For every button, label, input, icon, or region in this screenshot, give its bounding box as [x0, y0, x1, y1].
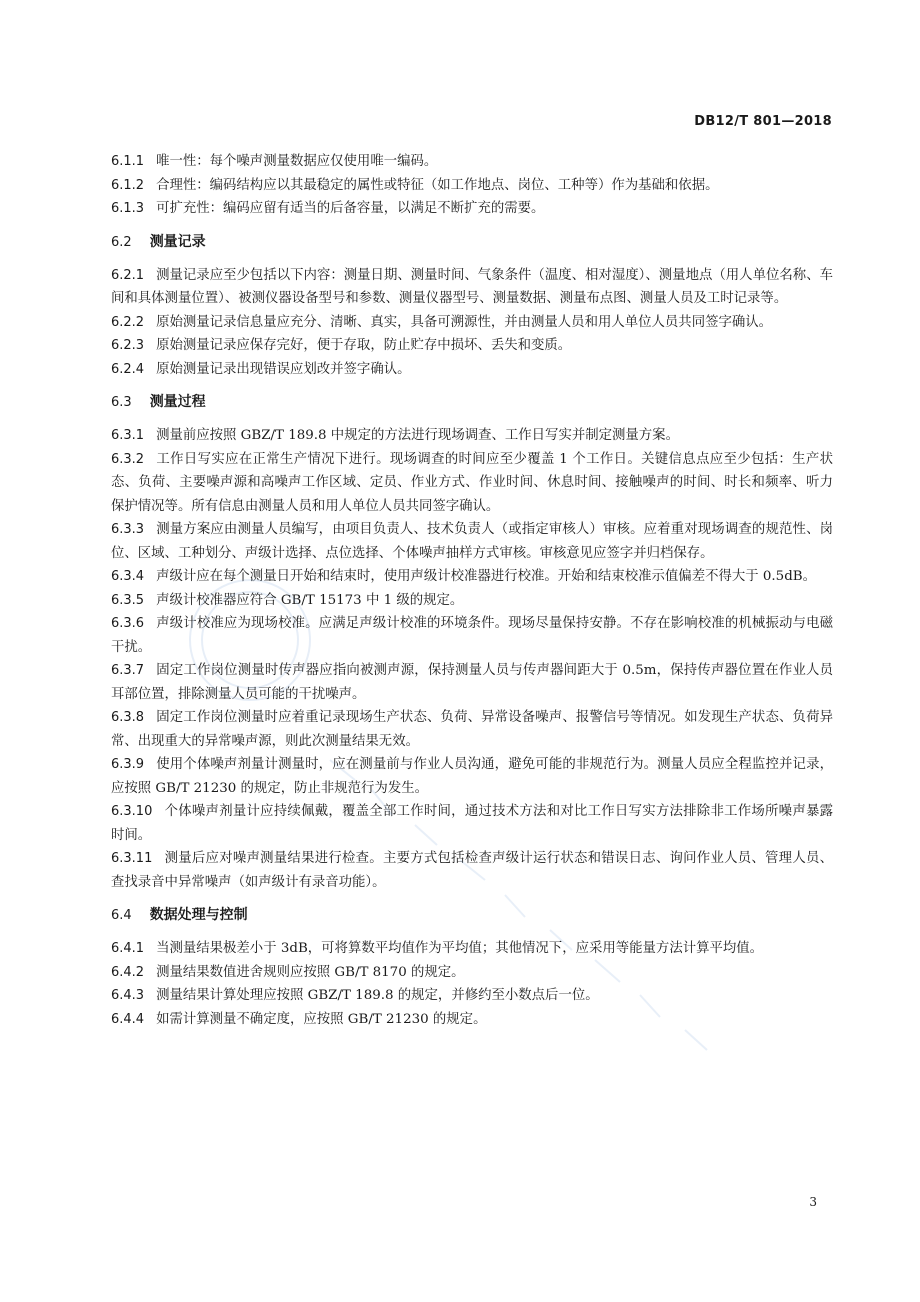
clause-number: 6.3.2	[111, 451, 145, 467]
clause-number: 6.2	[111, 234, 132, 250]
clause-paragraph	[111, 589, 833, 613]
clause-text: 测量后应对噪声测量结果进行检查。主要方式包括检查声级计运行状态和错误日志、询问作业人员、管理人员、查找录音中异常噪声（如声级计有录音功能）。	[111, 851, 833, 890]
clause-paragraph	[111, 518, 833, 565]
clause-number: 6.3.8	[111, 710, 145, 725]
clause-paragraph	[111, 753, 833, 800]
clause-text: 声级计校准器应符合 GB/T 15173 中 1 级的规定。	[156, 592, 464, 608]
heading-text: 测量记录	[149, 233, 206, 250]
clause-text: 测量结果数值进舍规则应按照 GB/T 8170 的规定。	[156, 964, 465, 980]
clause-paragraph	[111, 565, 833, 589]
clause-number: 6.4.3	[111, 988, 145, 1003]
clause-number: 6.3.1	[111, 428, 145, 443]
clause-text: 唯一性：每个噪声测量数据应仅使用唯一编码。	[156, 154, 438, 169]
clause-text: 测量结果计算处理应按照 GBZ/T 189.8 的规定，并修约至小数点后一位。	[156, 988, 599, 1003]
clause-number: 6.1.3	[111, 201, 145, 216]
clause-paragraph	[111, 984, 833, 1008]
clause-text: 原始测量记录应保存完好，便于存取，防止贮存中损坏、丢失和变质。	[156, 338, 572, 353]
clause-text: 当测量结果极差小于 3dB，可将算数平均值作为平均值；其他情况下，应采用等能量方法计算平均值。	[156, 941, 764, 956]
clause-number: 6.4.1	[111, 941, 145, 956]
clause-text: 可扩充性：编码应留有适当的后备容量，以满足不断扩充的需要。	[156, 201, 545, 216]
clause-text: 个体噪声剂量计应持续佩戴，覆盖全部工作时间，通过技术方法和对比工作日写实方法排除非工作场所噪声暴露时间。	[111, 804, 833, 843]
clause-paragraph	[111, 706, 833, 753]
heading-text: 数据处理与控制	[149, 907, 248, 923]
clause-number: 6.4	[111, 908, 132, 923]
clause-paragraph	[111, 659, 833, 706]
clause-number: 6.3.11	[111, 851, 153, 866]
clause-number: 6.3.3	[111, 522, 145, 537]
clause-paragraph	[111, 424, 833, 448]
clause-number: 6.2.4	[111, 361, 145, 377]
clause-text: 合理性：编码结构应以其最稳定的属性或特征（如工作地点、岗位、工种等）作为基础和依据。	[156, 177, 719, 193]
clause-paragraph	[111, 334, 833, 358]
clause-number: 6.1.2	[111, 177, 145, 193]
clause-number: 6.4.2	[111, 964, 145, 980]
clause-text: 声级计应在每个测量日开始和结束时，使用声级计校准器进行校准。开始和结束校准示值偏差不得大于 0.5dB。	[156, 569, 817, 584]
clause-number: 6.3.6	[111, 616, 145, 631]
clause-text: 使用个体噪声剂量计测量时，应在测量前与作业人员沟通，避免可能的非规范行为。测量人员应全程监控并记录，应按照 GB/T 21230 的规定，防止非规范行为发生。	[111, 757, 833, 796]
clause-paragraph	[111, 612, 833, 659]
clause-paragraph	[111, 448, 833, 519]
clause-text: 原始测量记录信息量应充分、清晰、真实，具备可溯源性，并由测量人员和用人单位人员共同签字确认。	[156, 314, 773, 330]
clause-paragraph	[111, 937, 833, 961]
clause-paragraph	[111, 1008, 833, 1032]
clause-paragraph	[111, 847, 833, 894]
clause-number: 6.1.1	[111, 154, 145, 169]
section-heading	[111, 230, 833, 255]
document-code: DB12/T 801—2018	[694, 114, 832, 129]
clause-number: 6.3.5	[111, 592, 145, 608]
clause-text: 固定工作岗位测量时应着重记录现场生产状态、负荷、异常设备噪声、报警信号等情况。如发现生产状态、负荷异常、出现重大的异常噪声源，则此次测量结果无效。	[111, 710, 833, 749]
clause-paragraph	[111, 197, 833, 221]
clause-number: 6.2.3	[111, 338, 145, 353]
clause-paragraph	[111, 311, 833, 335]
clause-number: 6.3.9	[111, 757, 145, 772]
clause-text: 固定工作岗位测量时传声器应指向被测声源，保持测量人员与传声器间距大于 0.5m，保持传声器位置在作业人员耳部位置，排除测量人员可能的干扰噪声。	[111, 663, 833, 702]
clause-number: 6.3.10	[111, 804, 153, 819]
clause-text: 测量记录应至少包括以下内容：测量日期、测量时间、气象条件（温度、相对湿度）、测量地点（用人单位名称、车间和具体测量位置）、被测仪器设备型号和参数、测量仪器型号、测量数据、测量布点图、测量人员及工时记录等。	[111, 267, 833, 306]
clause-number: 6.3.4	[111, 569, 145, 584]
clause-number: 6.2.1	[111, 267, 145, 283]
clause-text: 测量方案应由测量人员编写，由项目负责人、技术负责人（或指定审核人）审核。应着重对现场调查的规范性、岗位、区域、工种划分、声级计选择、点位选择、个体噪声抽样方式审核。审核意见应签字并归档保存。	[111, 522, 833, 561]
clause-text: 工作日写实应在正常生产情况下进行。现场调查的时间应至少覆盖 1 个工作日。关键信息点应至少包括：生产状态、负荷、主要噪声源和高噪声工作区域、定员、作业方式、作业时间、休息时间、接触噪声的时间、时长和频率、听力保护情况等。所有信息由测量人员和用人单位人员共同签字确认。	[111, 451, 833, 514]
section-heading	[111, 390, 833, 415]
clause-text: 原始测量记录出现错误应划改并签字确认。	[156, 361, 411, 377]
clause-text: 如需计算测量不确定度，应按照 GB/T 21230 的规定。	[156, 1011, 487, 1027]
clause-paragraph	[111, 264, 833, 311]
clause-paragraph	[111, 174, 833, 198]
clause-paragraph	[111, 150, 833, 174]
clause-number: 6.2.2	[111, 314, 145, 330]
clause-paragraph	[111, 800, 833, 847]
clause-text: 测量前应按照 GBZ/T 189.8 中规定的方法进行现场调查、工作日写实并制定测量方案。	[156, 428, 679, 443]
clause-paragraph	[111, 358, 833, 382]
clause-number: 6.3	[111, 395, 132, 410]
clause-text: 声级计校准应为现场校准。应满足声级计校准的环境条件。现场尽量保持安静。不存在影响校准的机械振动与电磁干扰。	[111, 616, 833, 655]
section-heading	[111, 903, 833, 928]
page-number: 3	[809, 1195, 817, 1209]
clause-number: 6.3.7	[111, 663, 145, 678]
heading-text: 测量过程	[149, 394, 206, 410]
clause-paragraph	[111, 961, 833, 985]
document-body	[111, 150, 833, 1031]
clause-number: 6.4.4	[111, 1011, 145, 1027]
